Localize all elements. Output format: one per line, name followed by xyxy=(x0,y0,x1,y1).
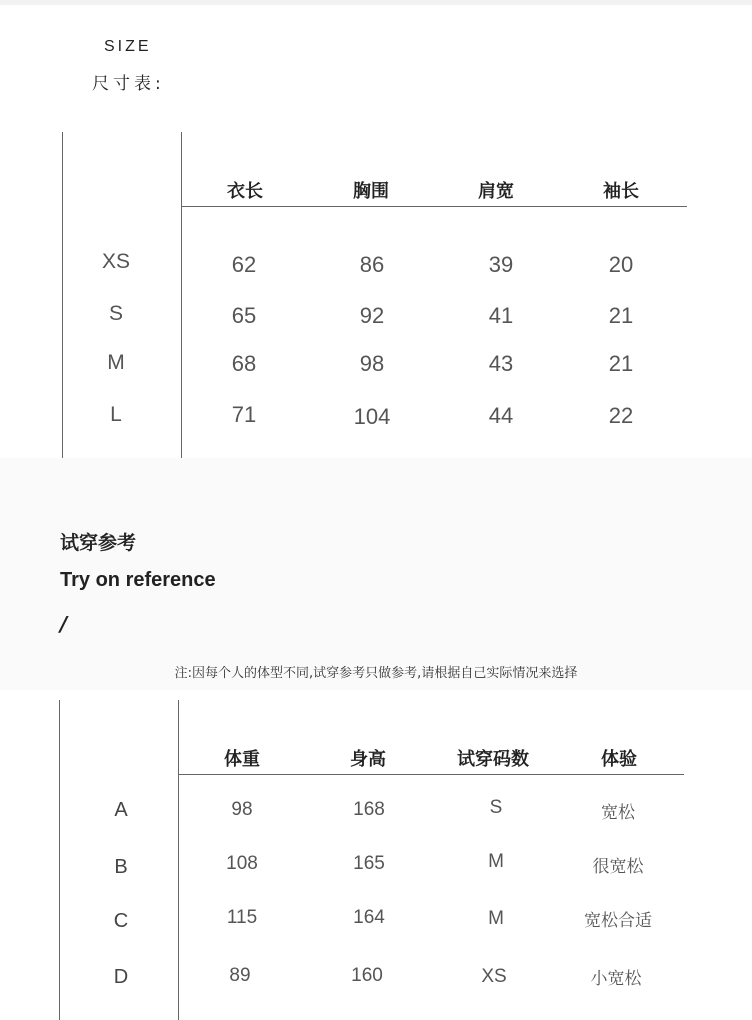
reference-cell-size: M xyxy=(488,908,504,929)
size-label: L xyxy=(110,403,122,426)
reference-header-size: 试穿码数 xyxy=(457,749,529,770)
reference-cell-size: M xyxy=(488,851,504,872)
reference-header-fit: 体验 xyxy=(601,749,637,770)
size-label: XS xyxy=(101,250,130,273)
reference-cell-height: 160 xyxy=(351,965,383,986)
reference-cell-fit: 很宽松 xyxy=(592,857,644,877)
size-cell-chest: 104 xyxy=(353,404,391,429)
size-cell-sleeve: 21 xyxy=(608,351,634,376)
size-cell-sleeve: 20 xyxy=(608,252,634,277)
size-title-en: SIZE xyxy=(104,38,152,55)
size-cell-chest: 98 xyxy=(359,351,385,376)
reference-title-en: Try on reference xyxy=(60,569,216,591)
size-table-column-divider xyxy=(181,132,182,458)
size-cell-sleeve: 21 xyxy=(608,303,634,328)
size-cell-chest: 86 xyxy=(359,252,385,277)
size-table-left-border xyxy=(62,132,63,458)
reference-cell-fit: 宽松 xyxy=(601,803,635,823)
size-cell-shoulder: 44 xyxy=(488,403,514,428)
size-cell-sleeve: 22 xyxy=(608,403,634,428)
reference-cell-weight: 108 xyxy=(226,853,258,874)
size-cell-chest: 92 xyxy=(359,303,385,328)
reference-cell-size: XS xyxy=(481,966,507,987)
size-header-sleeve: 袖长 xyxy=(603,181,639,202)
size-header-chest: 胸围 xyxy=(353,181,389,202)
reference-row-label: C xyxy=(113,910,129,932)
reference-cell-height: 164 xyxy=(353,907,385,928)
size-cell-length: 65 xyxy=(231,303,257,328)
reference-cell-weight: 115 xyxy=(226,907,258,928)
reference-slash-mark: / xyxy=(60,612,68,636)
size-label: S xyxy=(108,302,123,325)
reference-table-column-divider xyxy=(178,700,179,1020)
reference-cell-fit: 宽松合适 xyxy=(584,911,652,931)
reference-row-label: A xyxy=(114,799,128,821)
reference-note: 注:因每个人的体型不同,试穿参考只做参考,请根据自己实际情况来选择 xyxy=(174,666,578,681)
size-cell-length: 68 xyxy=(231,351,257,376)
reference-cell-height: 165 xyxy=(353,853,385,874)
size-header-shoulder: 肩宽 xyxy=(478,181,514,202)
size-label: M xyxy=(107,351,125,374)
reference-row-label: B xyxy=(114,856,128,878)
size-cell-length: 62 xyxy=(231,252,257,277)
reference-table-header-rule xyxy=(178,774,684,775)
size-cell-shoulder: 43 xyxy=(488,351,514,376)
reference-cell-height: 168 xyxy=(353,799,385,820)
size-cell-shoulder: 41 xyxy=(488,303,514,328)
reference-header-weight: 体重 xyxy=(224,749,260,770)
reference-cell-weight: 89 xyxy=(229,965,251,986)
reference-cell-fit: 小宽松 xyxy=(590,969,642,989)
size-header-length: 衣长 xyxy=(227,181,263,202)
reference-title-cn: 试穿参考 xyxy=(60,532,137,554)
reference-cell-weight: 98 xyxy=(231,799,253,820)
reference-table-left-border xyxy=(59,700,60,1020)
reference-cell-size: S xyxy=(489,797,503,818)
reference-row-label: D xyxy=(113,966,129,988)
reference-header-height: 身高 xyxy=(350,749,386,770)
size-title-cn: 尺寸表: xyxy=(92,74,165,94)
size-cell-length: 71 xyxy=(231,402,257,427)
size-table-header-rule xyxy=(181,206,687,207)
top-strip xyxy=(0,0,752,5)
size-cell-shoulder: 39 xyxy=(488,252,514,277)
